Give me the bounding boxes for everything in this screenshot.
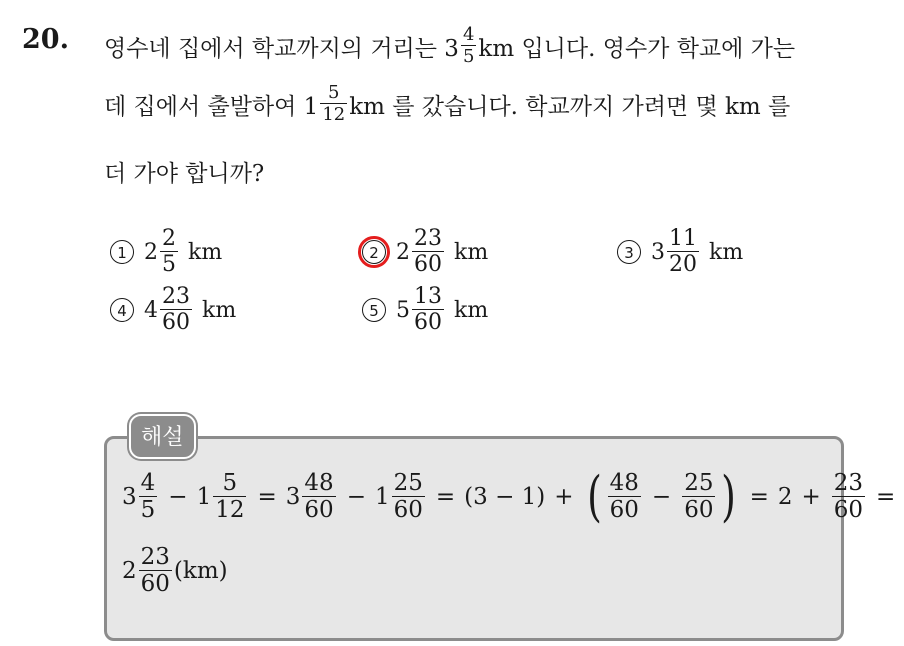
right-paren: ) — [721, 465, 737, 528]
whole-number: 2 — [777, 484, 793, 510]
fraction: $\frac{5}{12}$ — [322, 82, 346, 125]
question-number: 20. — [22, 24, 69, 55]
whole-number: 5 — [396, 297, 410, 323]
whole-number: 1 — [374, 484, 390, 510]
question-text: 영수네 집에서 학교까지의 거리는 3 — [104, 35, 459, 62]
choice-3[interactable]: 3 3 $\frac{11}{20}$ km — [617, 228, 743, 276]
question-text: 데 집에서 출발하여 1 — [104, 93, 319, 120]
fraction: $\frac{5}{12}$ — [215, 470, 245, 523]
operator: − — [346, 484, 366, 510]
choice-marker: 3 — [617, 240, 641, 264]
choice-4[interactable]: 4 4 $\frac{23}{60}$ km — [110, 286, 236, 334]
whole-number: 3 — [122, 484, 137, 510]
fraction: $\frac{4}{5}$ — [140, 470, 156, 523]
fraction: $\frac{23}{60}$ — [833, 470, 864, 523]
question-text: km 를 갔습니다. 학교까지 가려면 몇 km 를 — [349, 93, 791, 120]
whole-number: 2 — [144, 239, 158, 265]
whole-number: 2 — [122, 558, 137, 584]
question-line-1 — [104, 26, 795, 66]
question-text: 더 가야 합니까? — [104, 161, 265, 187]
choice-2[interactable]: 2 2 $\frac{23}{60}$ km — [362, 228, 488, 276]
whole-number: 4 — [144, 297, 158, 323]
left-paren: ( — [586, 465, 602, 528]
fraction: $\frac{2}{5}$ — [162, 226, 176, 277]
fraction: $\frac{23}{60}$ — [140, 544, 170, 597]
choice-marker: 2 — [362, 240, 386, 264]
fraction: $\frac{23}{60}$ — [162, 284, 190, 335]
operator: − — [168, 484, 188, 510]
fraction: $\frac{4}{5}$ — [462, 24, 475, 67]
choice-1[interactable]: 1 2 $\frac{2}{5}$ km — [110, 228, 222, 276]
operator: = — [749, 484, 769, 510]
fraction: $\frac{13}{60}$ — [414, 284, 442, 335]
fraction: $\frac{11}{20}$ — [669, 226, 697, 277]
operator: = — [257, 484, 277, 510]
whole-number: 2 — [396, 239, 410, 265]
answer-unit: (km) — [173, 558, 228, 584]
solution-label: 해설 — [129, 414, 196, 459]
fraction: $\frac{48}{60}$ — [304, 470, 334, 523]
selected-circle-mark — [358, 236, 390, 268]
question-line-3 — [104, 155, 264, 188]
operator: = — [876, 484, 896, 510]
group-term: (3 − 1) — [464, 484, 546, 510]
solution-line-1 — [122, 465, 904, 528]
operator: + — [801, 484, 821, 510]
operator: + — [554, 484, 574, 510]
fraction: $\frac{25}{60}$ — [684, 470, 714, 523]
fraction: $\frac{48}{60}$ — [609, 470, 639, 523]
choice-marker: 1 — [110, 240, 134, 264]
solution-line-2 — [122, 546, 228, 596]
choice-marker: 5 — [362, 298, 386, 322]
question-line-2 — [104, 84, 790, 124]
fraction: $\frac{25}{60}$ — [393, 470, 423, 523]
choice-5[interactable]: 5 5 $\frac{13}{60}$ km — [362, 286, 488, 334]
whole-number: 1 — [196, 484, 212, 510]
whole-number: 3 — [285, 484, 301, 510]
question-text: km 입니다. 영수가 학교에 가는 — [478, 35, 796, 62]
fraction: $\frac{23}{60}$ — [414, 226, 442, 277]
operator: = — [435, 484, 456, 510]
whole-number: 3 — [651, 239, 665, 265]
operator: − — [651, 484, 672, 510]
choice-marker: 4 — [110, 298, 134, 322]
